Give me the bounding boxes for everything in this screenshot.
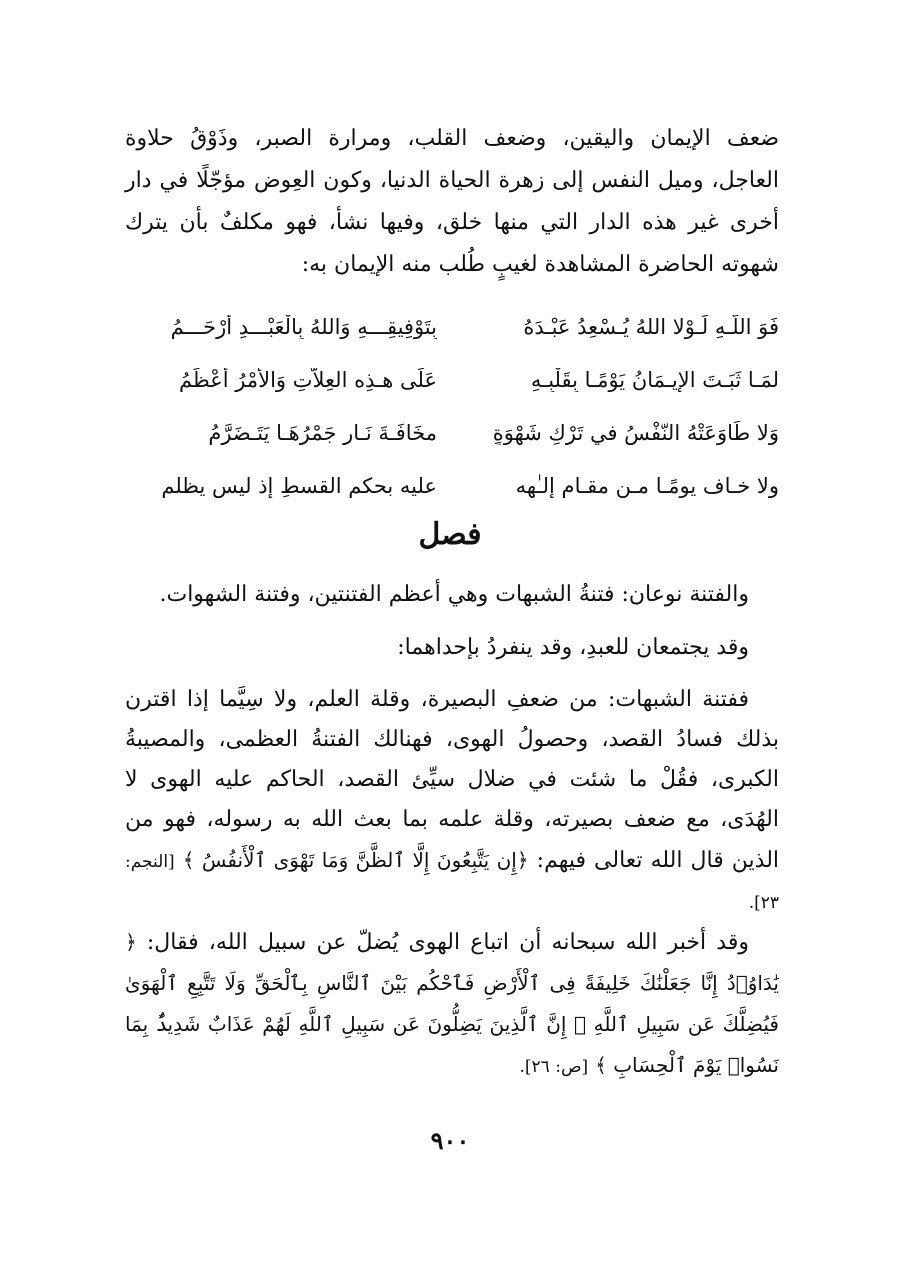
verse-second-hemistich: عليه بحكمِ القسطِ إذ ليس يظلم (161, 473, 437, 498)
verse-second-hemistich: بِتَوْفِيقِـــهِ وَاللهُ بِالْعَبْـــدِ أَرْحَـــمُ (170, 314, 437, 339)
verse-first-hemistich: وَلا طَاوَعَتْهُ النّفْسُ في تَرْكِ شَهْوَةٍ (492, 420, 779, 445)
shubuhat-text: ففتنة الشبهات: من ضعفِ البصيرة، وقلة العلم، ولا سِيَّما إذا اقترن بذلك فسادُ القصد، وحصولُ الهوى، فهنالك الفتنةُ العظمى، والمصيبةُ الكبرى، فقُلْ ما شئت في ضلال سيِّئ القصد، الحاكم عليه الهوى لا الهُدَى، مع ضعف بصيرته، وقلة علمه بما بعث الله به رسوله، فهو من الذين قال الله تعالى فيهم: (125, 687, 780, 873)
ikhbar-text: وقد أخبر الله سبحانه أن اتباع الهوى يُضلّ عن سبيل الله، فقال: (146, 930, 749, 955)
quran-quote: ﴿ يَٰدَاوُۥدُ إِنَّا جَعَلْنَٰكَ خَلِيفَةً فِى ٱلْأَرْضِ فَٱحْكُم بَيْنَ ٱلنَّاسِ بِٱلْحَقِّ وَلَا تَتَّبِعِ ٱلْهَوَىٰ فَيُضِلَّكَ عَن سَبِيلِ ٱللَّهِ ۚ إِنَّ ٱلَّذِينَ يَضِلُّونَ عَن سَبِيلِ ٱللَّهِ لَهُمْ عَذَابٌ شَدِيدٌۢ بِمَا نَسُوا۟ يَوْمَ ٱلْحِسَابِ ﴾ (125, 930, 779, 1077)
poem-verse (125, 406, 779, 459)
verse-second-hemistich: مخَافَـةَ نَـارٍ جَمْرُهَـا يَتَـضَرَّمُ (208, 420, 437, 445)
quran-reference: [ص: ٢٦]. (519, 1057, 589, 1077)
opening-paragraph: ضعف الإيمان واليقين، وضعف القلب، ومرارة الصبر، وذَوْقُ حلاوة العاجل، وميل النفس إلى زهرة الحياة الدنيا، وكون العِوض مؤجّلًا في دار أخرى غير هذه الدار التي منها خلق، وفيها نشأ، فهو مكلفٌ بأن يترك شهوته الحاضرة المشاهدة لغيبٍ طُلب منه الإيمان به: (125, 126, 779, 277)
poem-verse (125, 459, 779, 512)
shubuhat-paragraph (125, 680, 779, 923)
verse-second-hemistich: عَلَى هـذِه العِلاّتِ وَالأَمْرُ أَعْظَمُ (179, 367, 437, 392)
quran-reference: [النجم: ٢٣]. (125, 852, 779, 913)
verse-first-hemistich: فَوَ اللّـهِ لَـوْلا اللهُ يُـسْعِدُ عَبْـدَهُ (523, 314, 779, 339)
poem-verse (125, 300, 779, 353)
ikhbar-paragraph (125, 922, 779, 1087)
quran-quote: ﴿إِن يَتَّبِعُونَ إِلَّا ٱلظَّنَّ وَمَا تَهْوَى ٱلْأَنفُسُ ﴾ (182, 848, 529, 872)
poem-verse (125, 353, 779, 406)
verse-first-hemistich: لمَـا ثَبَـتَ الإيـمَانُ يَوْمًـا بِقَلْبِـهِ (530, 367, 779, 392)
page-number: ٩٠٠ (430, 1126, 470, 1155)
verse-first-hemistich: ولا خـاف يومًـا مـن مقـام إلـٰهه (515, 473, 779, 498)
section-heading: فصل (418, 517, 482, 552)
fitna-types-paragraph: والفتنة نوعان: فتنةُ الشبهات وهي أعظم الفتنتين، وفتنة الشهوات. (159, 582, 749, 607)
poem (125, 300, 779, 512)
gather-paragraph: وقد يجتمعان للعبدِ، وقد ينفردُ بإحداهما: (397, 635, 749, 660)
